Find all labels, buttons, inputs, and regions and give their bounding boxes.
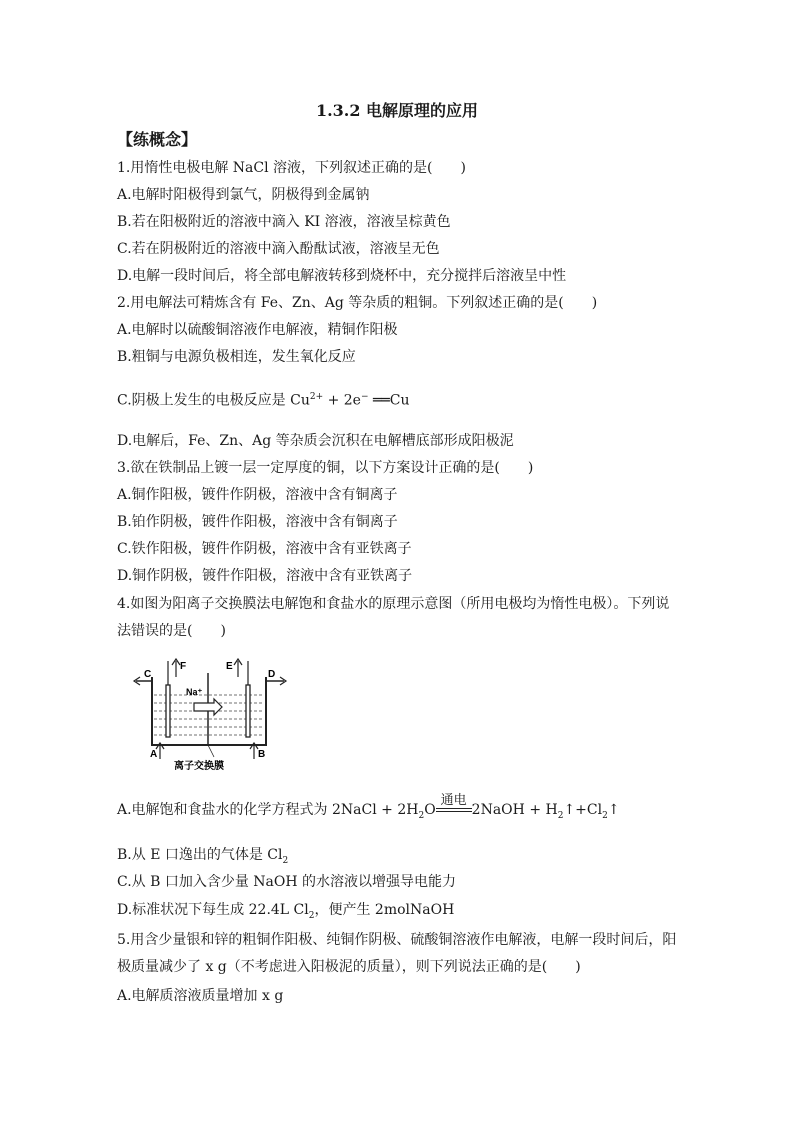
q2-option-c-charge: 2+ [309, 392, 324, 402]
page-title: 1.3.2 电解原理的应用 [315, 101, 479, 120]
q4-stem-line2: 法错误的是( ) [117, 623, 226, 639]
diagram-membrane-label: 离子交换膜 [174, 761, 224, 772]
diagram-label-b: B [258, 749, 266, 760]
diagram-label-c: C [144, 669, 152, 680]
q2-option-b: B.粗铜与电源负极相连，发生氧化反应 [117, 349, 356, 365]
q2-option-c-electron-charge: − [360, 392, 369, 402]
q1-option-d: D.电解一段时间后，将全部电解液转移到烧杯中，充分搅拌后溶液呈中性 [117, 268, 567, 284]
q3-option-d: D.铜作阴极，镀件作阳极，溶液中含有亚铁离子 [117, 568, 413, 584]
q1-option-c: C.若在阴极附近的溶液中滴入酚酞试液，溶液呈无色 [117, 241, 440, 257]
q2-option-d: D.电解后，Fe、Zn、Ag 等杂质会沉积在电解槽底部形成阳极泥 [117, 433, 514, 449]
q2-option-c [117, 387, 410, 411]
q4-option-a-sub-h2: 2 [557, 810, 564, 821]
q4-option-a-oxygen: O [424, 802, 436, 818]
q4-option-d [117, 900, 454, 926]
q4-stem-line1: 4.如图为阳离子交换膜法电解饱和食盐水的原理示意图（所用电极均为惰性电极）。下列说 [117, 596, 670, 612]
q4-option-b-text: B.从 E 口逸出的气体是 Cl [117, 847, 283, 863]
q5-stem-line1: 5.用含少量银和锌的粗铜作阳极、纯铜作阴极、硫酸铜溶液作电解液，电解一段时间后，阳 [117, 932, 677, 948]
diagram-label-d: D [268, 669, 276, 680]
q3-option-b: B.铂作阴极，镀件作阳极，溶液中含有铜离子 [117, 514, 398, 530]
diagram-label-a: A [150, 749, 158, 760]
q3-option-c: C.铁作阳极，镀件作阴极，溶液中含有亚铁离子 [117, 541, 412, 557]
q4-option-a-gas-arrow: ↑ [607, 802, 620, 818]
q1-option-b: B.若在阳极附近的溶液中滴入 KI 溶液，溶液呈棕黄色 [117, 214, 451, 230]
q2-option-c-product: ══Cu [368, 392, 410, 409]
q4-option-a-cl: ↑+Cl [563, 802, 603, 818]
q4-option-a [117, 792, 620, 821]
q3-option-a: A.铜作阳极，镀件作阴极，溶液中含有铜离子 [117, 487, 398, 503]
q4-option-b [117, 845, 288, 871]
q4-option-a-sub-cl2: 2 [602, 810, 608, 821]
q2-option-c-text: C.阴极上发生的电极反应是 Cu [117, 392, 310, 409]
diagram-label-f: F [180, 661, 187, 672]
diagram-label-e: E [226, 661, 233, 672]
diagram-label-na: Na⁺ [186, 687, 203, 697]
q4-option-d-sub: 2 [308, 910, 315, 921]
q2-stem: 2.用电解法可精炼含有 Fe、Zn、Ag 等杂质的粗铜。下列叙述正确的是( ) [117, 295, 598, 311]
section-heading: 【练概念】 [117, 130, 198, 149]
q4-option-a-reactants: A.电解饱和食盐水的化学方程式为 2NaCl + 2H [117, 802, 419, 818]
q4-option-a-sub-water: 2 [418, 810, 425, 821]
q4-option-a-products: 2NaOH + H [471, 802, 558, 818]
q4-option-d-rest: ，便产生 2molNaOH [314, 902, 455, 918]
electrolysis-cell-diagram [130, 655, 290, 773]
q3-stem: 3.欲在铁制品上镀一层一定厚度的铜，以下方案设计正确的是( ) [117, 460, 534, 476]
q1-option-a: A.电解时阳极得到氯气，阴极得到金属钠 [117, 187, 370, 203]
q2-option-c-electrons: + 2e [323, 392, 361, 409]
q4-condition-arrow [436, 794, 472, 812]
q5-stem-line2: 极质量减少了 x g（不考虑进入阳极泥的质量），则下列说法正确的是( ) [117, 959, 581, 975]
q5-option-a: A.电解质溶液质量增加 x g [117, 988, 284, 1004]
q4-condition-text: 通电 [440, 793, 467, 808]
q4-option-d-text: D.标准状况下每生成 22.4L Cl [117, 902, 309, 918]
q2-option-a: A.电解时以硫酸铜溶液作电解液，精铜作阳极 [117, 322, 398, 338]
q1-stem: 1.用惰性电极电解 NaCl 溶液，下列叙述正确的是( ) [117, 160, 466, 176]
q4-option-b-sub: 2 [282, 855, 289, 866]
q4-option-c: C.从 B 口加入含少量 NaOH 的水溶液以增强导电能力 [117, 874, 457, 890]
